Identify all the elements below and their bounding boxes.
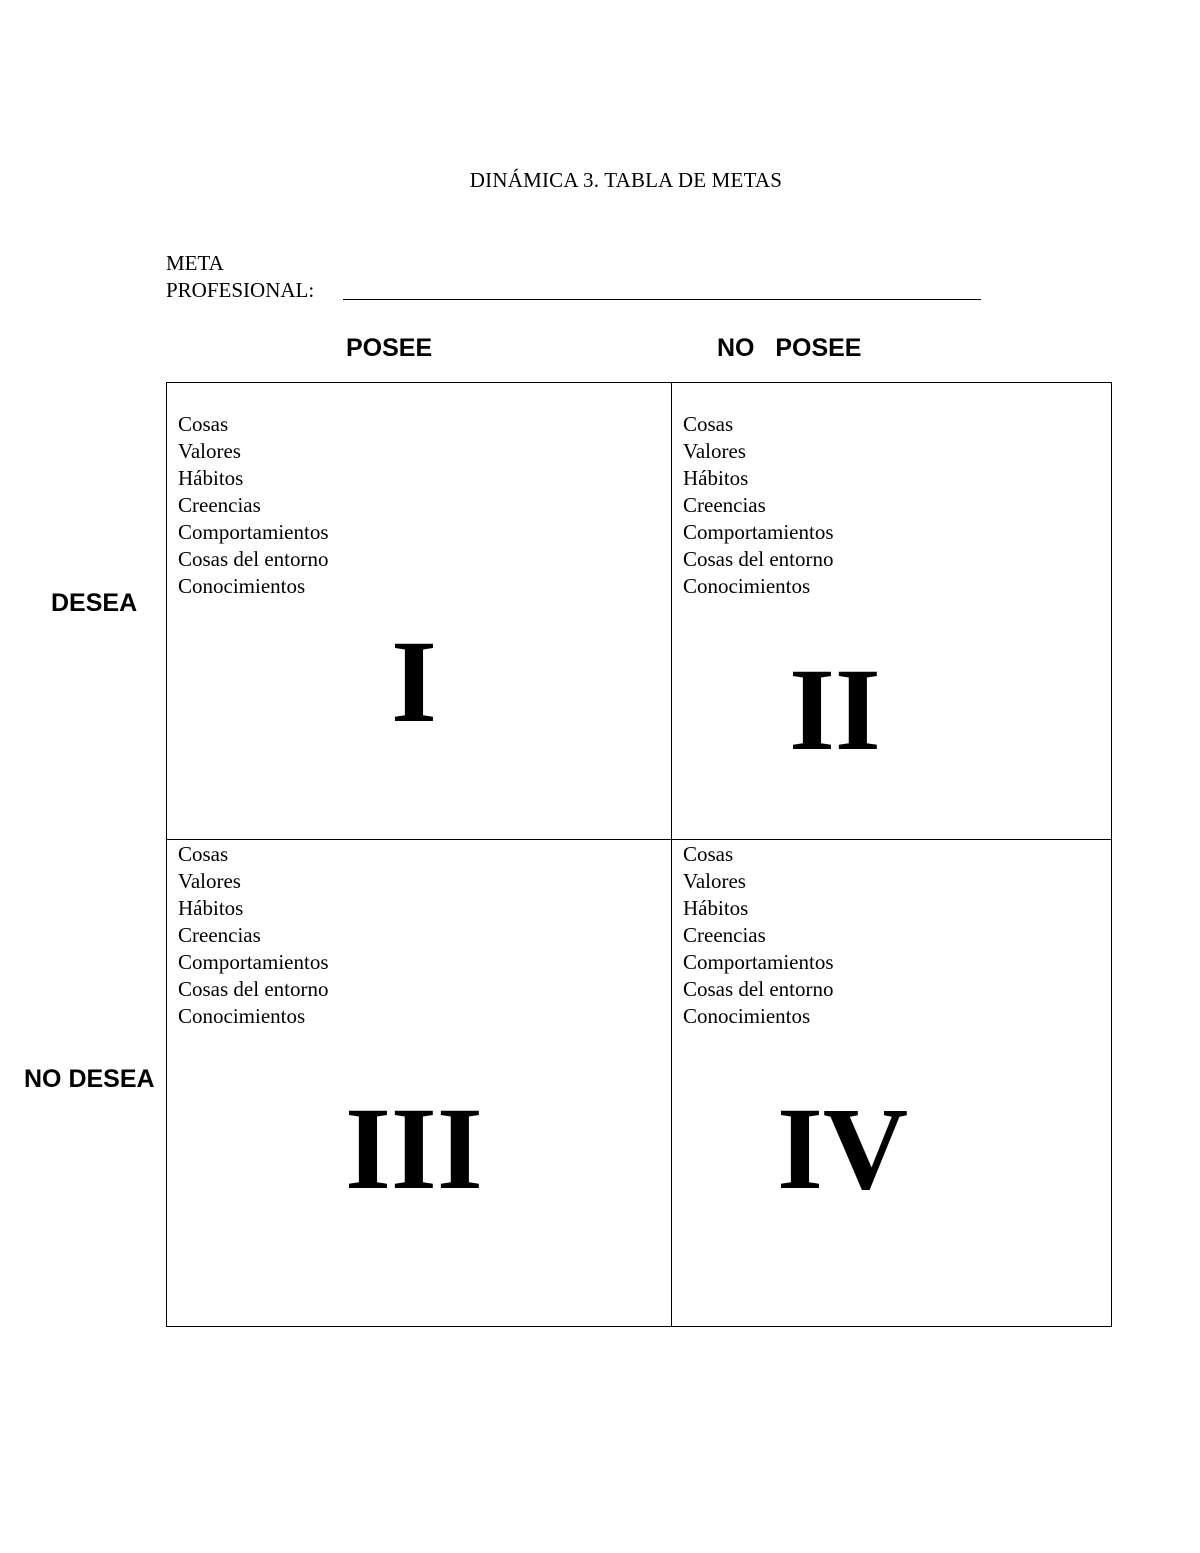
matrix-vertical-divider	[671, 383, 672, 1326]
list-item: Cosas del entorno	[683, 977, 834, 1001]
column-header-no-posee: NO POSEE	[717, 334, 862, 362]
quadrant-i-numeral: I	[391, 616, 437, 747]
list-item: Cosas del entorno	[178, 547, 329, 571]
list-item: Comportamientos	[683, 520, 834, 544]
meta-profesional-blank-line[interactable]	[343, 299, 981, 300]
quadrant-ii-list	[683, 411, 834, 600]
row-header-desea: DESEA	[51, 589, 138, 617]
list-item: Comportamientos	[178, 950, 329, 974]
quadrant-iii-numeral: III	[345, 1083, 483, 1214]
list-item: Cosas	[683, 412, 734, 436]
document-title: DINÁMICA 3. TABLA DE METAS	[469, 168, 783, 192]
list-item: Creencias	[178, 493, 261, 517]
list-item: Conocimientos	[178, 574, 306, 598]
quadrant-iii-list	[178, 841, 329, 1030]
list-item: Cosas del entorno	[178, 977, 329, 1001]
column-header-posee: POSEE	[346, 334, 433, 362]
row-header-no-desea: NO DESEA	[24, 1065, 155, 1093]
list-item: Creencias	[683, 923, 766, 947]
list-item: Conocimientos	[178, 1004, 306, 1028]
list-item: Valores	[683, 869, 746, 893]
meta-profesional-label	[166, 250, 314, 304]
meta-label-line1: META	[166, 251, 224, 275]
list-item: Valores	[683, 439, 746, 463]
matrix-horizontal-divider	[167, 839, 1111, 840]
list-item: Creencias	[683, 493, 766, 517]
list-item: Comportamientos	[178, 520, 329, 544]
list-item: Hábitos	[178, 466, 244, 490]
quadrant-ii-numeral: II	[789, 644, 881, 775]
list-item: Cosas	[683, 842, 734, 866]
list-item: Creencias	[178, 923, 261, 947]
list-item: Cosas	[178, 412, 229, 436]
quadrant-i-list	[178, 411, 329, 600]
list-item: Cosas del entorno	[683, 547, 834, 571]
list-item: Conocimientos	[683, 574, 811, 598]
list-item: Conocimientos	[683, 1004, 811, 1028]
list-item: Valores	[178, 869, 241, 893]
list-item: Hábitos	[683, 466, 749, 490]
goals-matrix	[166, 382, 1112, 1327]
quadrant-iv-list	[683, 841, 834, 1030]
meta-label-line2: PROFESIONAL:	[166, 278, 315, 302]
quadrant-iv-numeral: IV	[777, 1083, 909, 1214]
list-item: Valores	[178, 439, 241, 463]
list-item: Comportamientos	[683, 950, 834, 974]
list-item: Hábitos	[178, 896, 244, 920]
list-item: Hábitos	[683, 896, 749, 920]
list-item: Cosas	[178, 842, 229, 866]
